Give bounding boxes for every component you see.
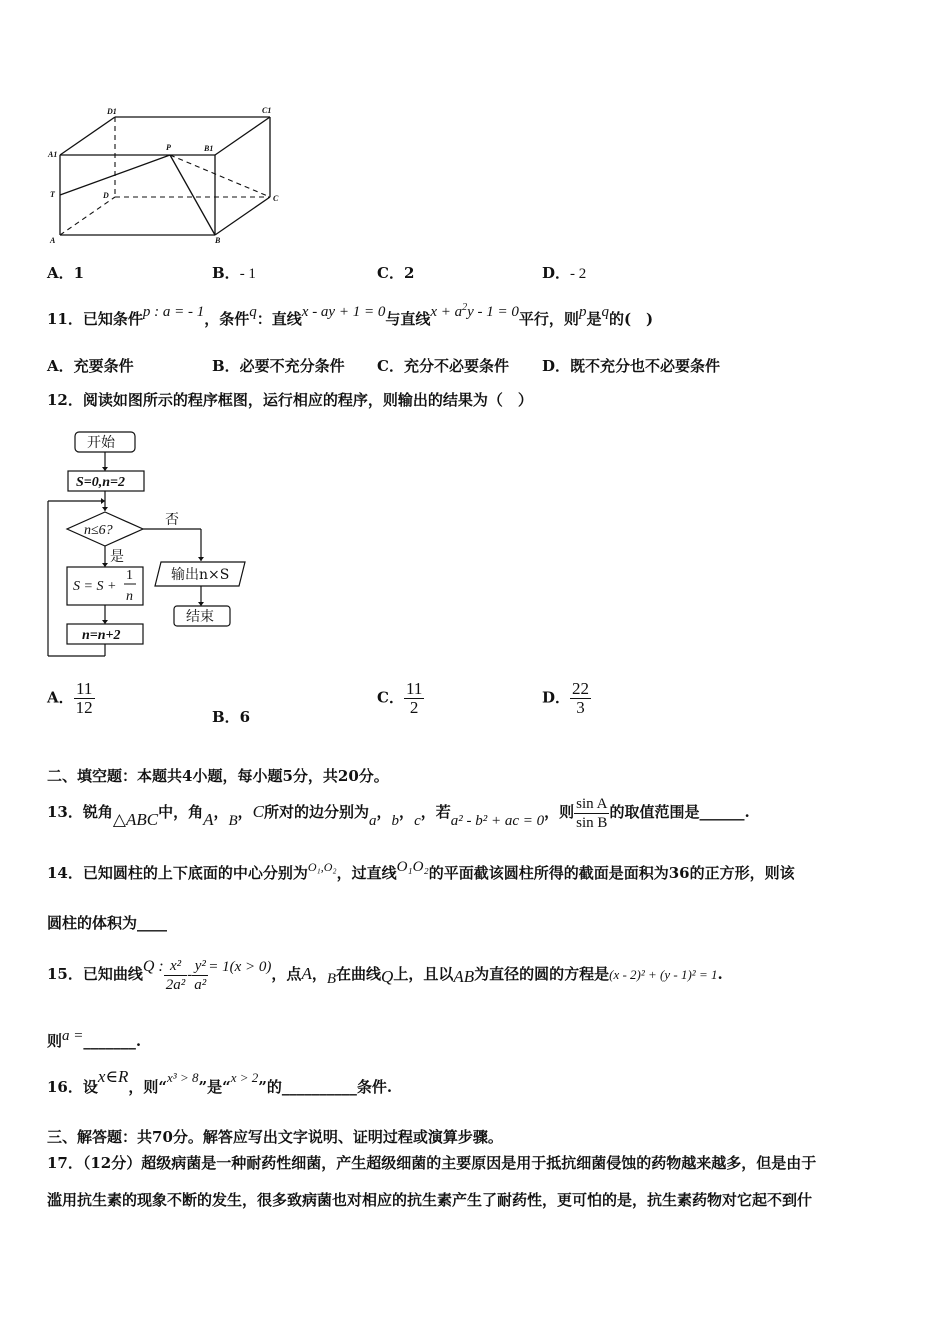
- q13-c: c: [414, 813, 421, 829]
- q10-option-b: [212, 262, 256, 283]
- q16-x2: x > 2: [230, 1070, 259, 1085]
- q15-dot: .: [717, 965, 723, 983]
- flow-init: S=0,n=2: [76, 475, 126, 490]
- q11-option-b: B．必要不充分条件: [212, 357, 345, 375]
- q11-t5: 是: [586, 310, 602, 328]
- q14-o1o2: O₁,O₂: [307, 860, 337, 874]
- flow-body: S = S +: [73, 579, 117, 594]
- flow-end: 结束: [186, 609, 214, 625]
- q14-o1o2b: O₁O₂: [396, 859, 429, 875]
- label-d1: D1: [107, 107, 117, 116]
- q15-Q2: Q: [381, 967, 394, 986]
- q16-x3: x³ > 8: [167, 1070, 199, 1085]
- q12-option-c-den: 2: [409, 698, 419, 717]
- label-a: A: [50, 236, 56, 245]
- q12-option-d-label: D．: [542, 688, 571, 707]
- q11-t4: 平行，则: [518, 310, 579, 328]
- q15-frac2: [192, 957, 208, 994]
- q14-line1: [47, 859, 795, 883]
- q15-t2: 在曲线: [336, 965, 382, 983]
- q13-sep1: ，: [213, 803, 229, 821]
- q15-sep: ，: [311, 965, 327, 983]
- q10-option-b-label: B．: [212, 264, 240, 282]
- q13-t3: ，若: [420, 803, 451, 821]
- q12-option-d-num: 22: [572, 679, 590, 698]
- q15-A: A: [301, 964, 312, 983]
- q15-f1d: 2a²: [165, 976, 186, 993]
- q11-line2c: y - 1 = 0: [467, 304, 519, 320]
- q15-stem: [47, 948, 723, 1001]
- q15-f2n: y²: [192, 957, 208, 976]
- q11-t3: 与直线: [385, 310, 431, 328]
- q15-minus: -: [187, 967, 193, 983]
- q15-f2d: a²: [194, 976, 207, 993]
- q15-tail: = 1(x > 0): [208, 959, 272, 975]
- q13-sep4: ，: [399, 803, 415, 821]
- q12-stem: 12．阅读如图所示的程序框图，运行相应的程序，则输出的结果为（ ）: [47, 391, 533, 409]
- q12-option-b: B．6: [212, 708, 251, 726]
- q13-t1: 中，角: [158, 803, 204, 821]
- q15-t1: ，点: [271, 965, 302, 983]
- q14-line1a: 14．已知圆柱的上下底面的中心分别为: [47, 864, 308, 882]
- q12-option-a: [47, 680, 95, 717]
- q15-t3: 上，且以: [393, 965, 454, 983]
- q17-line2: 滥用抗生素的现象不断的发生，很多致病菌也对相应的抗生素产生了耐药性，更可怕的是，抗生素药物对它起不到什: [47, 1191, 813, 1209]
- q16-t2: ”是“: [198, 1078, 231, 1096]
- flow-body-den: n: [126, 589, 133, 604]
- q10-option-d-value: - 2: [570, 266, 587, 282]
- q11-num: 11．已知条件: [47, 310, 143, 328]
- q11-q: q: [249, 304, 257, 320]
- q13-b: b: [391, 813, 400, 829]
- q12-option-c: [377, 680, 424, 717]
- label-p: P: [166, 143, 171, 152]
- flow-start: 开始: [87, 435, 115, 451]
- q11-option-a: A．充要条件: [47, 357, 134, 375]
- flow-body-num: 1: [126, 568, 133, 583]
- label-c: C: [273, 194, 279, 203]
- q11-stem: [47, 298, 653, 338]
- label-b: B: [215, 236, 221, 245]
- q15-frac1: [164, 957, 188, 994]
- q11-p-cond: p : a = - 1: [142, 304, 205, 320]
- q13-frac: [574, 795, 609, 832]
- q10-option-c: C．2: [377, 264, 415, 282]
- q16-num: 16．设: [47, 1078, 98, 1096]
- q11-option-c: C．充分不必要条件: [377, 357, 509, 375]
- cuboid-figure: [45, 100, 295, 250]
- q15-line2: [47, 1030, 141, 1051]
- flow-output: 输出n×S: [171, 567, 230, 583]
- section-2-heading: 二、填空题：本题共4小题，每小题5分，共20分。: [47, 767, 389, 785]
- q13-A: A: [203, 810, 214, 829]
- q13-B: B: [228, 813, 238, 829]
- q11-line2a: x + a: [430, 304, 463, 320]
- q12-option-a-frac: [74, 680, 95, 717]
- q10-option-a: A．1: [47, 264, 85, 282]
- q16-t1: ，则“: [128, 1078, 168, 1096]
- q15-Q: Q :: [142, 958, 164, 975]
- q10-option-d-label: D．: [542, 264, 571, 282]
- q12-option-d: [542, 680, 591, 717]
- q10-option-b-value: - 1: [239, 266, 256, 282]
- q12-option-a-label: A．: [47, 688, 74, 707]
- q12-option-d-den: 3: [576, 698, 585, 717]
- label-b1: B1: [204, 144, 214, 153]
- q11-line2: [430, 304, 519, 320]
- q11-option-d: D．既不充分也不必要条件: [542, 357, 721, 375]
- q16-t3: ”的__________条件.: [258, 1078, 393, 1096]
- q11-q2: q: [601, 304, 609, 320]
- q11-p: p: [578, 304, 587, 320]
- q15-f1n: x²: [164, 957, 188, 976]
- q13-t4: ，则: [544, 803, 575, 821]
- q13-num: 13．锐角: [47, 803, 113, 821]
- q13-t5: 的取值范围是______.: [609, 803, 750, 821]
- q15-circle: (x - 2)² + (y - 1)² = 1: [609, 967, 718, 982]
- q11-t1: ，条件: [204, 310, 250, 328]
- q12-option-a-den: 12: [75, 698, 93, 717]
- q11-line2b: 2: [462, 302, 468, 313]
- q11-line1: x - ay + 1 = 0: [301, 304, 386, 320]
- label-d: D: [103, 191, 109, 200]
- q14-line1c: 的平面截该圆柱所得的截面是面积为36的正方形，则该: [428, 864, 795, 882]
- q15-line2a: 则: [47, 1032, 63, 1050]
- q13-frac-num: sin A: [576, 795, 608, 812]
- q16-stem: [47, 1067, 393, 1105]
- flowchart: [40, 428, 260, 663]
- section-3-heading: 三、解答题：共70分。解答应写出文字说明、证明过程或演算步骤。: [47, 1128, 503, 1146]
- q12-option-c-label: C．: [377, 688, 404, 707]
- q14-line2: 圆柱的体积为____: [47, 914, 168, 932]
- q13-sep2: ，: [237, 803, 253, 821]
- q15-B: B: [326, 971, 337, 987]
- q11-t6: 的( ): [608, 310, 654, 328]
- q17-line1: 17．（12分）超级病菌是一种耐药性细菌，产生超级细菌的主要原因是用于抵抗细菌侵蚀的药物越来越多，但是由于: [47, 1154, 817, 1172]
- q12-option-d-frac: [570, 680, 591, 717]
- q11-t2: ：直线: [256, 310, 302, 328]
- label-c1: C1: [262, 106, 272, 115]
- label-a1: A1: [48, 150, 58, 159]
- flow-cond: n≤6?: [84, 523, 113, 538]
- q13-a: a: [369, 813, 377, 829]
- q15-t4: 为直径的圆的方程是: [474, 965, 610, 983]
- q12-option-c-frac: [404, 680, 424, 717]
- flow-incr: n=n+2: [82, 628, 121, 643]
- q14-line1b: ，过直线: [336, 864, 397, 882]
- q13-tri: △ABC: [112, 810, 159, 829]
- label-t: T: [50, 190, 55, 199]
- q15-line2var: a =: [62, 1028, 84, 1044]
- q13-eq: a² - b² + ac = 0: [450, 813, 545, 829]
- q13-sep3: ，: [376, 803, 392, 821]
- q15-line2b: _______.: [83, 1032, 142, 1050]
- q12-option-a-num: 11: [74, 680, 95, 699]
- q15-AB: AB: [453, 967, 475, 986]
- flow-no: 否: [165, 512, 179, 528]
- q16-xinr: x∈R: [97, 1067, 129, 1086]
- q15-num: 15．已知曲线: [47, 965, 143, 983]
- q12-option-c-num: 11: [405, 679, 423, 698]
- q13-frac-den: sin B: [576, 814, 608, 831]
- q10-option-d: [542, 262, 586, 283]
- q13-t2: 所对的边分别为: [264, 803, 370, 821]
- flow-yes: 是: [110, 549, 124, 565]
- q13-C: C: [252, 802, 265, 821]
- q13-stem: [47, 790, 750, 835]
